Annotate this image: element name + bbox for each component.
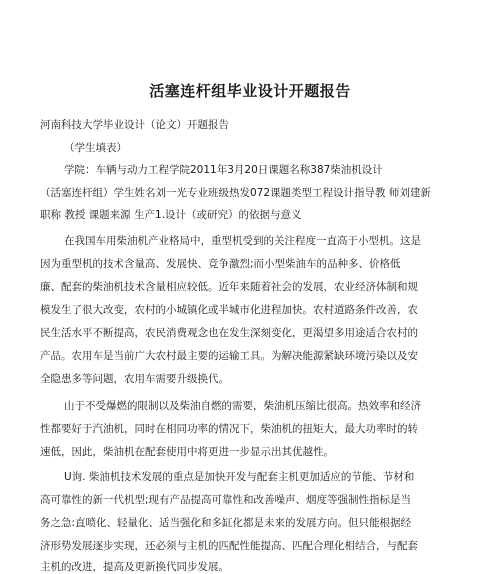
paragraph-line: 因为重型机的技术含量高、发展快、竞争激烈;而小型柴油车的品种多、价格低 bbox=[40, 258, 401, 270]
form-note-line: （学生填表） bbox=[64, 142, 127, 154]
paragraph-line: 产品。农用车是当前广大农村最主要的运输工具。为解决能源紧缺环境污染以及安 bbox=[40, 350, 418, 362]
title-source-line: 职称 教授 课题来源 生产1.设计（或研究）的依据与意义 bbox=[40, 209, 302, 221]
paragraph-line: 主机的改进，提高及更新换代同步发展。 bbox=[40, 561, 229, 573]
paragraph-line: 高可靠性的新一代机型;现有产品提高可靠性和改善噪声、烟度等强制性指标是当 bbox=[40, 494, 412, 506]
paragraph-line: 廉、配套的柴油机技术含量相应较低。近年来随着社会的发展，农业经济体制和规 bbox=[40, 281, 418, 293]
college-topic-line: 学院：车辆与动力工程学院2011年3月20日课题名称387柴油机设计 bbox=[64, 164, 383, 176]
paragraph-line: U询. 柴油机技术发展的重点是加快开发与配套主机更加适应的节能、节材和 bbox=[64, 471, 415, 483]
paragraph-line: 全隐患多等问题，农用车需要升级换代。 bbox=[40, 373, 229, 385]
paragraph-line: 模发生了很大改变，农村的小城镇化或半城市化进程加快。农村道路条件改善，农 bbox=[40, 304, 418, 316]
student-info-line: （活塞连杆组）学生姓名刘一光专业班级热发072课题类型工程设计指导教 师刘建新 bbox=[40, 187, 431, 199]
paragraph-line: 在我国车用柴油机产业格局中，重型机受到的关注程度一直高于小型机。这是 bbox=[64, 235, 421, 247]
paragraph-line: 性都要好于汽油机，同时在相同功率的情况下，柴油机的扭矩大，最大功率时的转 bbox=[40, 423, 418, 435]
paragraph-line: 速低，因此，柴油机在配套使用中将更进一步显示出其优越性。 bbox=[40, 446, 334, 458]
paragraph-line: 山于不受爆燃的限制以及柴油自燃的需要，柴油机压缩比很高。热效率和经济 bbox=[64, 400, 421, 412]
paragraph-line: 民生活水平不断提高，农民消费观念也在发生深刻变化，更渴望多用途适合农村的 bbox=[40, 327, 418, 339]
paragraph-line: 务之急:直喷化、轻量化、适当强化和多缸化都是未来的发展方向。但只能根据经 bbox=[40, 517, 412, 529]
paragraph-line: 济形势发展逐步实现，还必须与主机的匹配性能提高、匹配合理化相结合，与配套 bbox=[40, 540, 418, 552]
document-title: 活塞连杆组毕业设计开题报告 bbox=[149, 82, 351, 100]
school-header-line: 河南科技大学毕业设计（论文）开题报告 bbox=[40, 119, 229, 131]
